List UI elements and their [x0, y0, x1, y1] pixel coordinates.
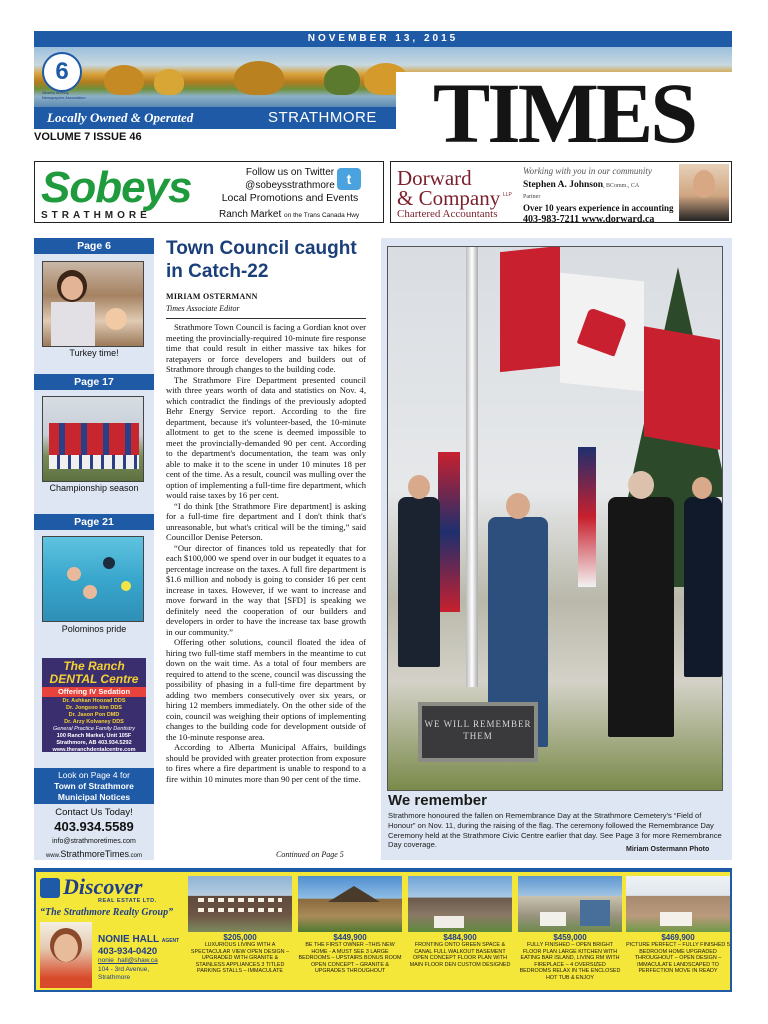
- masthead-name-small: STRATHMORE: [268, 109, 377, 126]
- dental-doctor-2: Dr. Jongsoo kim DDS: [66, 705, 122, 711]
- dorward-logo: Dorward & Company: [397, 166, 501, 210]
- contact-heading: Contact Us Today!: [55, 807, 133, 818]
- flag-red-band-left: [500, 246, 560, 372]
- remembrance-day-photo[interactable]: [387, 246, 723, 791]
- ranch-dental-ad[interactable]: [42, 658, 146, 752]
- sidebar-caption-page-17: Championship season: [49, 483, 139, 493]
- listing-card[interactable]: [188, 874, 292, 988]
- article-continued-link[interactable]: Continued on Page 5: [276, 850, 344, 859]
- listing-description: LUXURIOUS LIVING WITH A SPECTACULAR VIEW OPEN DESIGN – UPGRADED WITH GRANITE & STAINLESS APPLIANCES 3 TITLED PARKING STALLS – IMMACULATE: [190, 942, 290, 975]
- masthead-name-large: TIMES: [396, 72, 732, 154]
- dental-doctor-4: Dr. Arzy Kolvaney DDS: [64, 719, 124, 725]
- listing-description: BE THE FIRST OWNER –THIS NEW HOME - A MUST SEE 3 LARGE BEDROOMS – UPSTAIRS BONUS ROOM OPEN CONCEPT – GRANITE & UPGRADES THROUGHOUT: [298, 942, 402, 975]
- dorward-company-ad[interactable]: [390, 161, 732, 223]
- sidebar-item-page-17[interactable]: Page 17: [34, 374, 154, 390]
- agent-email[interactable]: nonie_hall@shaw.ca: [98, 957, 158, 964]
- listing-card[interactable]: [408, 874, 512, 988]
- contact-phone[interactable]: 403.934.5589: [54, 819, 134, 834]
- dental-doctor-3: Dr. Jason Pon DMD: [68, 712, 120, 718]
- legion-member-right: [684, 497, 722, 677]
- discover-sun-icon: [40, 878, 60, 898]
- contact-block: [34, 804, 154, 859]
- listing-price: $484,900: [443, 933, 477, 942]
- sobeys-logo: Sobeys: [41, 163, 192, 212]
- listing-description: PICTURE PERFECT – FULLY FINISHED 5 BEDROOM HOME UPGRADED THROUGHOUT – OPEN DESIGN – IMMACULATE LANDSCAPED TO PERFECTION MOVE IN READY: [626, 942, 730, 975]
- flagpole: [466, 247, 478, 687]
- dorward-person: Stephen A. Johnson, BComm., CA: [523, 180, 640, 190]
- sobeys-ad[interactable]: [34, 161, 384, 223]
- article-paragraph: The Strathmore Fire Department presented council with three years worth of data and statistics on Nov. 4, which contradict the findings of the previously adopted Behr Energy Service report. According to the fire department, because it's volunteer-based, the 10-minute allotment to get to the scene is deemed impossible to meet the provincially-demanded 90 per cent. According to the department's documentation, the team was only able to make it to the scene in under 10 minutes 18 per cent of the time. As a result, council was mulling over the option of implementing a full-time fire department, which would raise taxes by 16 per cent.: [166, 374, 366, 500]
- sidebar-inside-pages: [34, 238, 154, 860]
- dental-website[interactable]: www.theranchdentalcentre.com: [52, 747, 136, 752]
- dental-city-phone: Strathmore, AB 403.934.5292: [56, 740, 132, 746]
- article-body: [166, 322, 366, 850]
- legion-member-left: [398, 497, 440, 667]
- discover-logo-sub: REAL ESTATE LTD.: [98, 898, 157, 904]
- article-paragraph: “I do think [the Strathmore Fire department] is asking for a full-time fire department and I don't think that's unreasonable, but what's critical will be the timing,” said Councillor Denise Peterson.: [166, 500, 366, 542]
- photo-credit: Miriam Ostermann Photo: [626, 846, 710, 853]
- awna-logo: 6: [42, 52, 82, 92]
- notice-line-1: Look on Page 4 for: [58, 770, 130, 780]
- listing-photo: [298, 876, 402, 932]
- listing-photo: [626, 876, 730, 932]
- dental-address: 100 Ranch Market, Unit 105F: [56, 733, 132, 739]
- article-headline[interactable]: Town Council caught in Catch-22: [166, 238, 357, 282]
- dorward-phone-web[interactable]: 403-983-7211 www.dorward.ca: [523, 214, 655, 223]
- volume-issue: VOLUME 7 ISSUE 46: [34, 131, 142, 143]
- photo-feature-panel: [381, 238, 732, 860]
- sidebar-item-page-6[interactable]: Page 6: [34, 238, 154, 254]
- dorward-llp: LLP: [503, 192, 512, 198]
- dorward-slogan: Working with you in our community: [523, 166, 652, 176]
- dental-doctor-1: Dr. Ashkan Hoozad DDS: [62, 698, 126, 704]
- article-paragraph: “Our director of finances told us repeatedly that for each $100,000 we spend over in our budget it equates to a percentage increase on the taxes. A full fire department is $1.6 million and nobody is going to consider 16 per cent increase in taxes. However, if we want to increase and move forward in the way that [SFD] is speaking we definitely need the cooperation of our builders and developers in order to have the increase tax base growth in our community.”: [166, 542, 366, 637]
- listing-price: $459,000: [553, 933, 587, 942]
- remembrance-plaque: WE WILL REMEMBER THEM: [418, 702, 538, 762]
- discover-logo: Discover: [63, 874, 143, 899]
- realty-group-name: “The Strathmore Realty Group”: [40, 907, 174, 918]
- listing-description: FRONTING ONTO GREEN SPACE & CANAL FULL WALKOUT BASEMENT OPEN CONCEPT FLOOR PLAN WITH MAIN FLOOR DEN CUSTOM DESIGNED: [409, 942, 511, 968]
- photo-headline[interactable]: We remember: [388, 792, 487, 809]
- listing-photo: [518, 876, 622, 932]
- contact-website[interactable]: www.StrathmoreTimes.com: [45, 849, 143, 859]
- dorward-experience: Over 10 years experience in accounting: [523, 203, 674, 213]
- awna-logo-caption: Alberta Weekly Newspapers Association: [42, 90, 86, 100]
- listing-photo: [408, 876, 512, 932]
- listing-price: $449,900: [333, 933, 367, 942]
- agent-phone[interactable]: 403-934-0420: [98, 946, 158, 957]
- veteran-woman: [608, 497, 674, 737]
- sobeys-location: STRATHMORE: [41, 210, 151, 221]
- listing-card[interactable]: [626, 874, 730, 988]
- dorward-role: Partner: [523, 194, 541, 200]
- dorward-contact-block: [523, 166, 683, 223]
- union-standard-left: [438, 452, 460, 612]
- dental-practice: General Practice Family Dentistry: [53, 726, 135, 732]
- sidebar-item-page-21[interactable]: Page 21: [34, 514, 154, 530]
- listing-card[interactable]: [298, 874, 402, 988]
- photo-caption: Strathmore honoured the fallen on Remembrance Day at the Strathmore Cemetery's “Field of Honour” on Nov. 11, during the raising of the flag. The ceremony followed the Remembrance Day Ceremony held at the Strathmore Civic Centre earlier that day. See Page 3 for more Remembrance Day coverage.: [388, 811, 722, 850]
- sobeys-line-3: Local Promotions and Events: [221, 192, 359, 204]
- dorward-portrait-photo: [679, 164, 729, 221]
- listing-description: FULLY FINISHED – OPEN BRIGHT FLOOR PLAN LARGE KITCHEN WITH EATING BAR ISLAND, LIVING RM WITH FIREPLACE – 4 OVERSIZED BEDROOMS RELAX IN THE ENCLOSED HOT TUB & ENJOY: [519, 942, 621, 981]
- contact-email[interactable]: info@strathmoretimes.com: [52, 838, 136, 845]
- sobeys-ranch-market: Ranch Market on the Trans Canada Hwy: [219, 209, 360, 220]
- byline-divider: [166, 318, 366, 319]
- sobeys-line-1: Follow us on Twitter: [245, 167, 335, 178]
- dorward-tagline: Chartered Accountants: [397, 208, 498, 220]
- article-paragraph: Strathmore Town Council is facing a Gordian knot over meeting the provincially-required 10-minute fire response time that could result in either massive tax hikes for ratepayers or force developers and builders out of Strathmore through changes to the building code.: [166, 322, 366, 374]
- article-byline: MIRIAM OSTERMANN: [166, 292, 258, 301]
- sobeys-line-2: @sobeysstrathmore: [245, 180, 335, 191]
- twitter-icon: t: [337, 168, 361, 190]
- sidebar-caption-page-6: Turkey time!: [69, 348, 119, 358]
- championship-photo[interactable]: [42, 396, 144, 482]
- notice-line-3: Municipal Notices: [57, 792, 131, 802]
- listing-price: $469,900: [661, 933, 695, 942]
- listing-photo: [188, 876, 292, 932]
- masthead-tagline: Locally Owned & Operated: [47, 110, 194, 125]
- union-standard-right: [578, 447, 596, 587]
- article-paragraph: Offering other solutions, council floated the idea of hiring two full-time staff members in the meantime to cut down on the wait time. As a total of four members are required to attend to the scene, council was discussing the possibility of phasing in a full-time fire department by adding two members consecutively over six years, or hiring 12 members immediately. On the other side of the coin, council was weighing their options of implementing changes to the building code for development outside of the 10-minute response area.: [166, 637, 366, 742]
- listing-price: $205,000: [223, 933, 257, 942]
- issue-date-bar: NOVEMBER 13, 2015: [34, 31, 732, 47]
- flag-red-band-right: [644, 326, 720, 449]
- listing-card[interactable]: [518, 874, 622, 988]
- article-paragraph: According to Alberta Municipal Affairs, buildings should be provided with greater protection from exposure to fires where a fire department is unable to respond to a fire within 10 minutes more than 90 per cent of the time.: [166, 742, 366, 784]
- sidebar-caption-page-21: Polominos pride: [61, 624, 127, 634]
- article-byline-role: Times Associate Editor: [166, 304, 240, 313]
- agent-photo: [40, 922, 92, 988]
- agent-name: NONIE HALL AGENT: [98, 934, 180, 945]
- dental-sedation: Offering IV Sedation: [42, 687, 146, 697]
- notice-line-2: Town of Strathmore: [54, 781, 134, 791]
- municipal-notices-box[interactable]: [34, 768, 154, 804]
- dental-title: The Ranch DENTAL Centre: [49, 659, 139, 686]
- polominos-pride-photo[interactable]: [42, 536, 144, 622]
- turkey-time-photo[interactable]: [42, 261, 144, 347]
- agent-address: 104 - 3rd Avenue, Strathmore: [98, 966, 150, 981]
